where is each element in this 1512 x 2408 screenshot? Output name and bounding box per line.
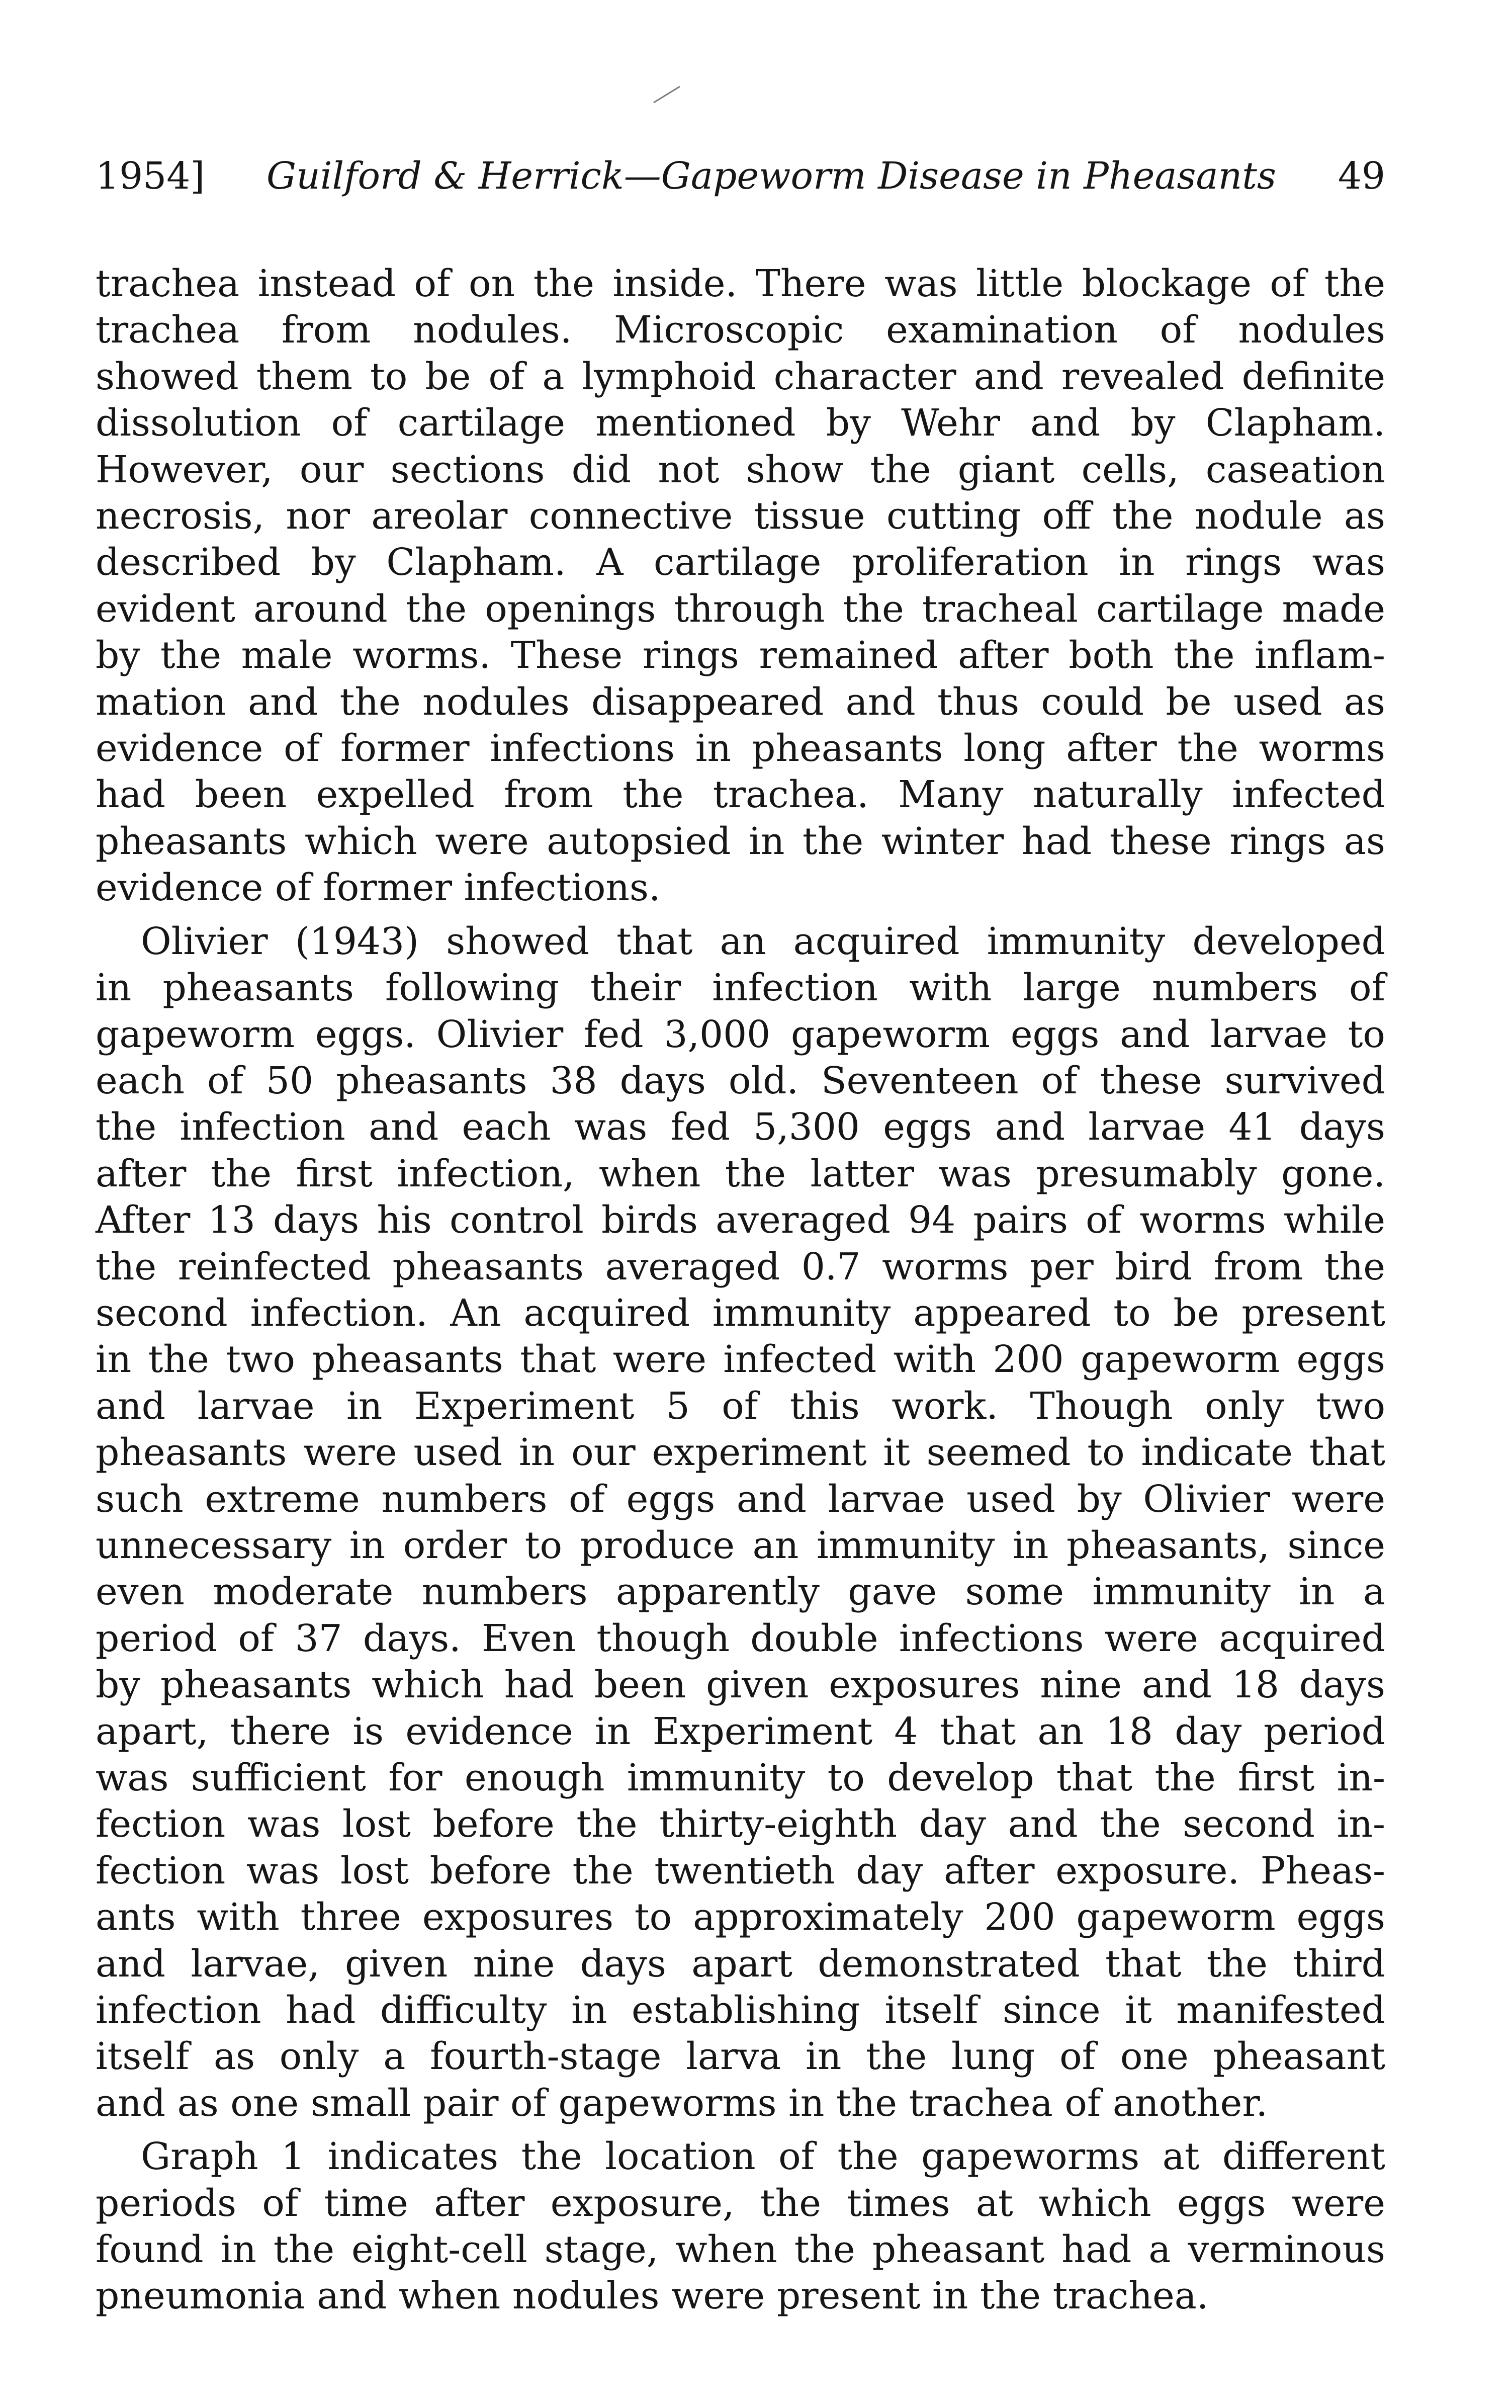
running-header [96,151,1385,201]
paragraph [96,261,1385,911]
text-line: Olivier (1943) showed that an acquired immunity developed [141,919,1385,963]
header-year: 1954] [96,154,205,198]
text-line: found in the eight-cell stage, when the pheasant had a verminous [96,2228,1385,2272]
text-line: even moderate numbers apparently gave some immunity in a [96,1570,1385,1614]
text-line: in pheasants following their infection with large numbers of [96,966,1385,1010]
page [96,151,1385,2319]
text-line: evident around the openings through the tracheal cartilage made [96,587,1385,631]
text-line: dissolution of cartilage mentioned by Wehr and by Clapham. [96,401,1385,445]
body-text [96,261,1385,2319]
text-line: after the first infection, when the latter was presumably gone. [96,1152,1385,1195]
text-line: had been expelled from the trachea. Many naturally infected [96,773,1385,817]
text-line: such extreme numbers of eggs and larvae used by Olivier were [96,1477,1385,1521]
text-line: by the male worms. These rings remained after both the inflam- [96,634,1385,677]
text-line: trachea from nodules. Microscopic examination of nodules [96,308,1385,352]
text-line: necrosis, nor areolar connective tissue cutting off the nodule as [96,494,1385,538]
paragraph [96,918,1385,2127]
text-line: by pheasants which had been given exposures nine and 18 days [96,1663,1385,1707]
text-line: After 13 days his control birds averaged 94 pairs of worms while [96,1198,1385,1242]
text-line: showed them to be of a lymphoid character and revealed definite [96,355,1385,398]
text-line: apart, there is evidence in Experiment 4 that an 18 day period [96,1709,1385,1753]
text-line: described by Clapham. A cartilage proliferation in rings was [96,541,1385,584]
text-line: fection was lost before the thirty-eighth day and the second in- [96,1802,1385,1846]
text-line: second infection. An acquired immunity appeared to be present [96,1291,1385,1335]
text-line: periods of time after exposure, the times at which eggs were [96,2181,1385,2225]
text-line: ants with three exposures to approximately 200 gapeworm eggs [96,1896,1385,1939]
text-line: pheasants which were autopsied in the winter had these rings as [96,819,1385,863]
stray-pen-mark [652,84,682,105]
text-line: trachea instead of on the inside. There was little blockage of the [96,262,1385,305]
page-number: 49 [1338,154,1385,198]
header-title: Guilford & Herrick—Gapeworm Disease in Pheasants [266,154,1276,198]
text-line: evidence of former infections in pheasants long after the worms [96,727,1385,770]
text-line: itself as only a fourth-stage larva in the lung of one pheasant [96,2035,1385,2079]
text-line: the reinfected pheasants averaged 0.7 worms per bird from the [96,1245,1385,1288]
text-line: Graph 1 indicates the location of the gapeworms at different [141,2135,1385,2179]
text-line: However, our sections did not show the giant cells, caseation [96,448,1385,491]
text-line: in the two pheasants that were infected with 200 gapeworm eggs [96,1338,1385,1382]
text-line: and larvae, given nine days apart demonstrated that the third [96,1942,1385,1986]
text-line: pheasants were used in our experiment it seemed to indicate that [96,1431,1385,1475]
text-line: each of 50 pheasants 38 days old. Seventeen of these survived [96,1059,1385,1102]
text-line: period of 37 days. Even though double infections were acquired [96,1616,1385,1660]
text-line: infection had difficulty in establishing itself since it manifested [96,1989,1385,2032]
text-line: fection was lost before the twentieth day after exposure. Pheas- [96,1849,1385,1893]
paragraph [96,2133,1385,2319]
text-line: gapeworm eggs. Olivier fed 3,000 gapeworm eggs and larvae to [96,1012,1385,1056]
text-line: unnecessary in order to produce an immunity in pheasants, since [96,1523,1385,1567]
text-line: the infection and each was fed 5,300 eggs and larvae 41 days [96,1105,1385,1149]
text-line: pneumonia and when nodules were present in the trachea. [96,2274,1209,2318]
text-line: was sufficient for enough immunity to develop that the first in- [96,1756,1385,1799]
text-line: and larvae in Experiment 5 of this work. Though only two [96,1384,1385,1428]
text-line: and as one small pair of gapeworms in the trachea of another. [96,2081,1268,2125]
text-line: evidence of former infections. [96,866,661,910]
text-line: mation and the nodules disappeared and thus could be used as [96,680,1385,724]
